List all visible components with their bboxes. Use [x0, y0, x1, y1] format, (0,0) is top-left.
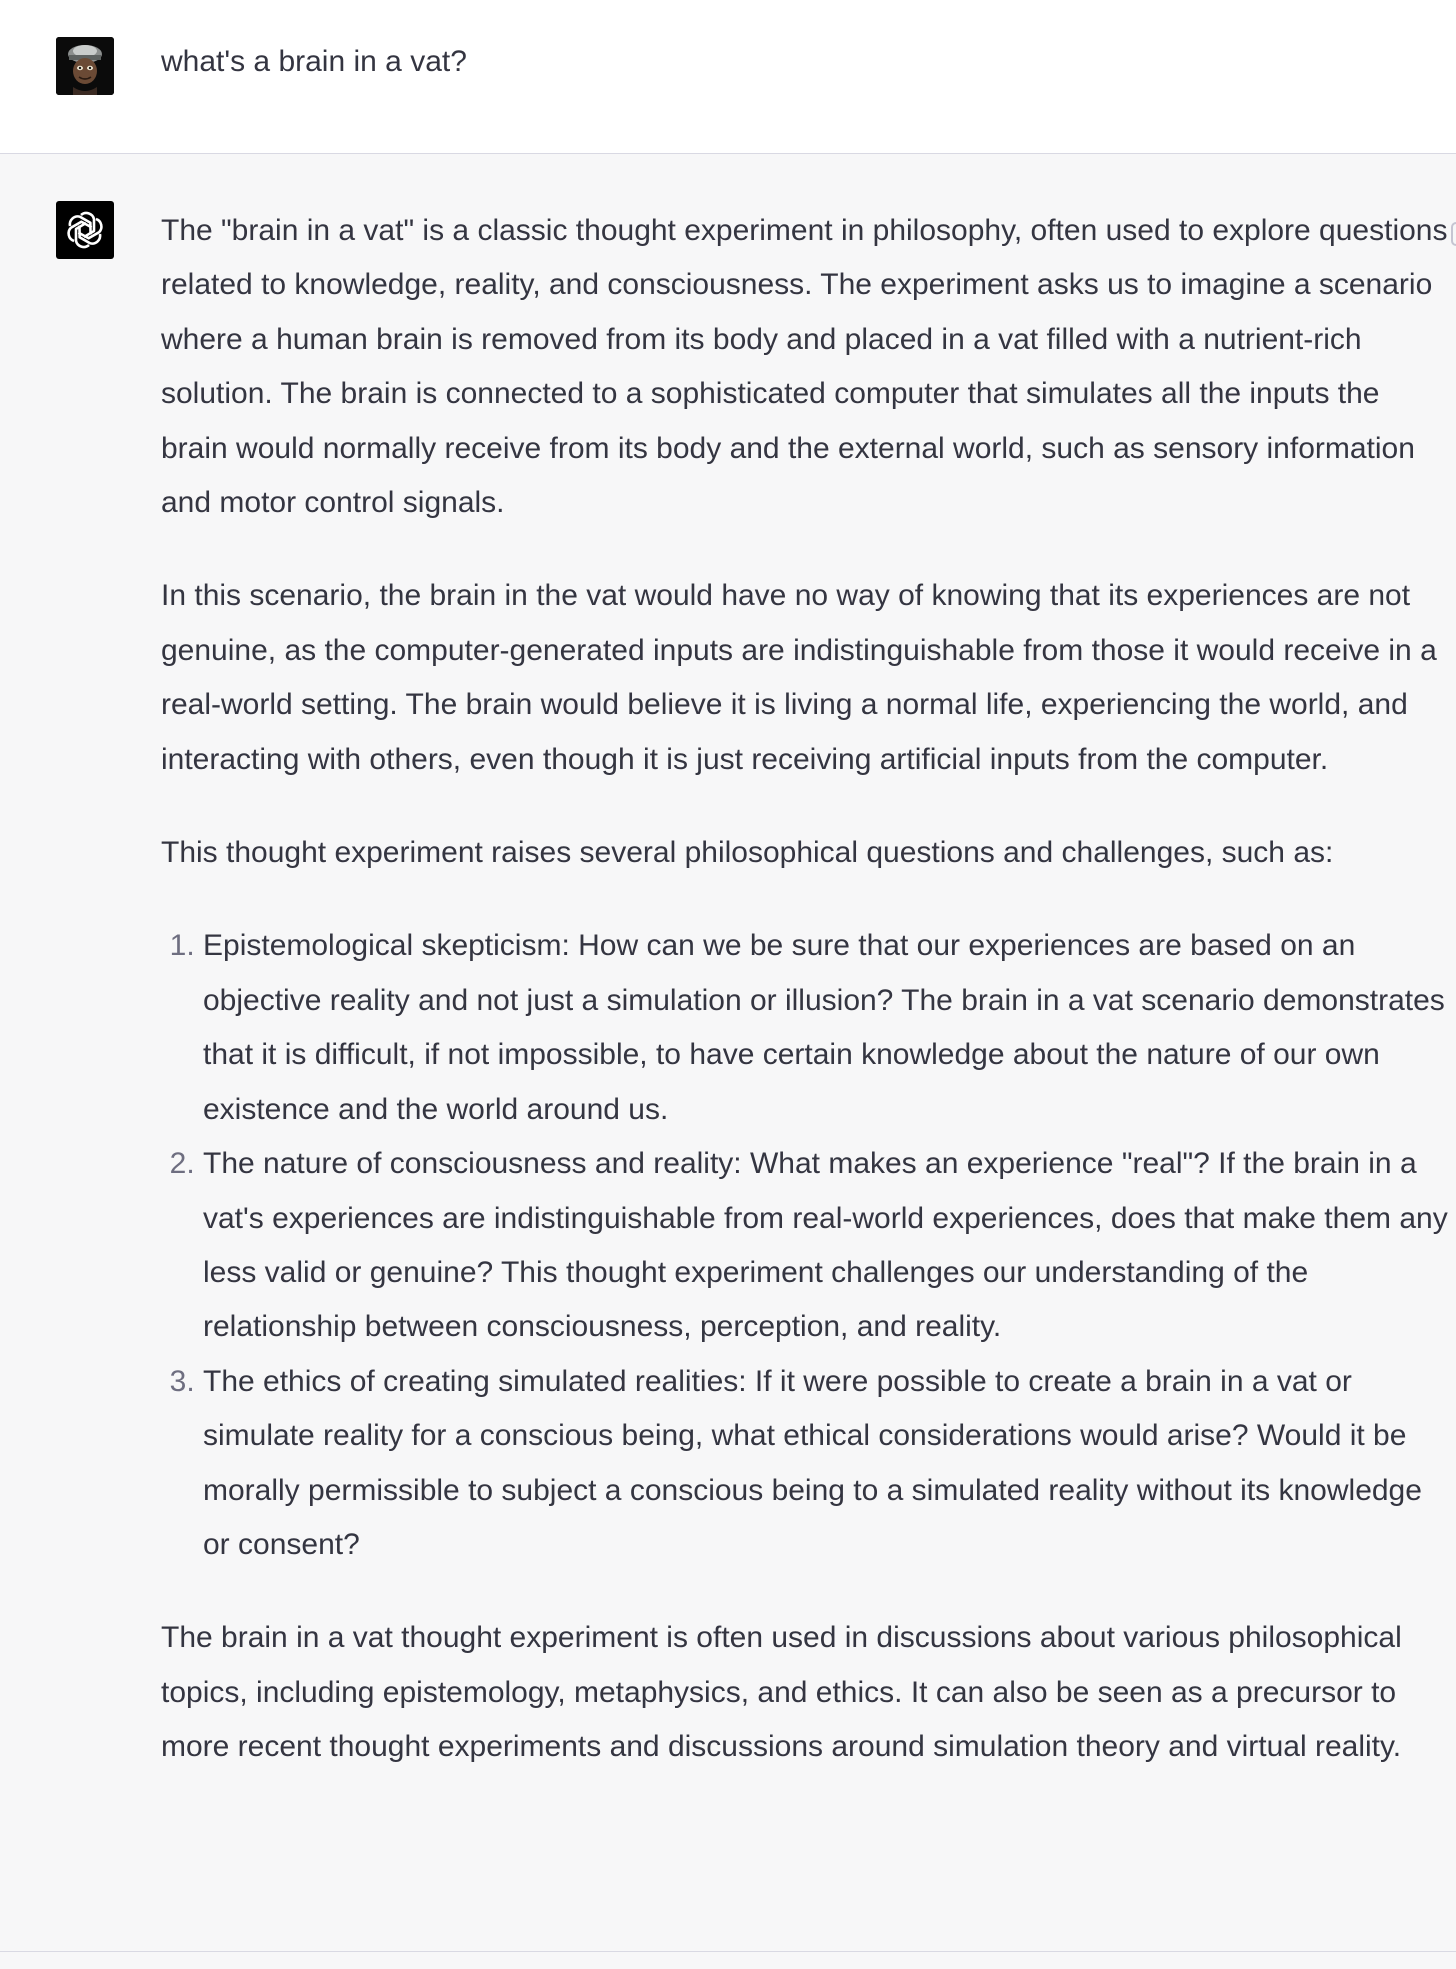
- response-paragraph: The "brain in a vat" is a classic thought experiment in philosophy, often used to explore questions related to knowledge, reality, and consciousness. The experiment asks us to imagine a scenario where a human brain is removed from its body and placed in a vat filled with a nutrient-rich solution. The brain is connected to a sophisticated computer that simulates all the inputs the brain would normally receive from its body and the external world, such as sensory information and motor control signals.: [161, 214, 1448, 520]
- openai-logo-icon: [56, 201, 114, 259]
- user-message-row: [0, 0, 1456, 154]
- list-item: 3. The ethics of creating simulated realities: If it were possible to create a brain in a vat or simulate reality for a conscious being, what ethical considerations would arise? Would it be morally permissible to subject a conscious being to a simulated reality without its knowledge or consent?: [203, 1355, 1451, 1573]
- assistant-message-row: [0, 154, 1456, 1952]
- response-paragraph: The brain in a vat thought experiment is often used in discussions about various philosophical topics, including epistemology, metaphysics, and ethics. It can also be seen as a precursor to more recent thought experiments and discussions around simulation theory and virtual reality.: [161, 1621, 1402, 1764]
- response-paragraph: This thought experiment raises several philosophical questions and challenges, such as:: [161, 836, 1334, 870]
- response-paragraph: In this scenario, the brain in the vat would have no way of knowing that its experiences are not genuine, as the computer-generated inputs are indistinguishable from those it would receive in a real-world setting. The brain would believe it is living a normal life, experiencing the world, and interacting with others, even though it is just receiving artificial inputs from the computer.: [161, 579, 1437, 776]
- user-message-text: what's a brain in a vat?: [161, 45, 467, 78]
- message-actions-handle[interactable]: [1451, 222, 1456, 246]
- list-item: 2. The nature of consciousness and reality: What makes an experience "real"? If the brain in a vat's experiences are indistinguishable from real-world experiences, does that make them any less valid or genuine? This thought experiment challenges our understanding of the relationship between consciousness, perception, and reality.: [203, 1137, 1451, 1355]
- list-item: 1. Epistemological skepticism: How can we be sure that our experiences are based on an objective reality and not just a simulation or illusion? The brain in a vat scenario demonstrates that it is difficult, if not impossible, to have certain knowledge about the nature of our own existence and the world around us.: [203, 919, 1451, 1137]
- assistant-response: [161, 204, 1451, 1814]
- user-avatar-icon: [56, 37, 114, 95]
- response-list: [161, 919, 1451, 1572]
